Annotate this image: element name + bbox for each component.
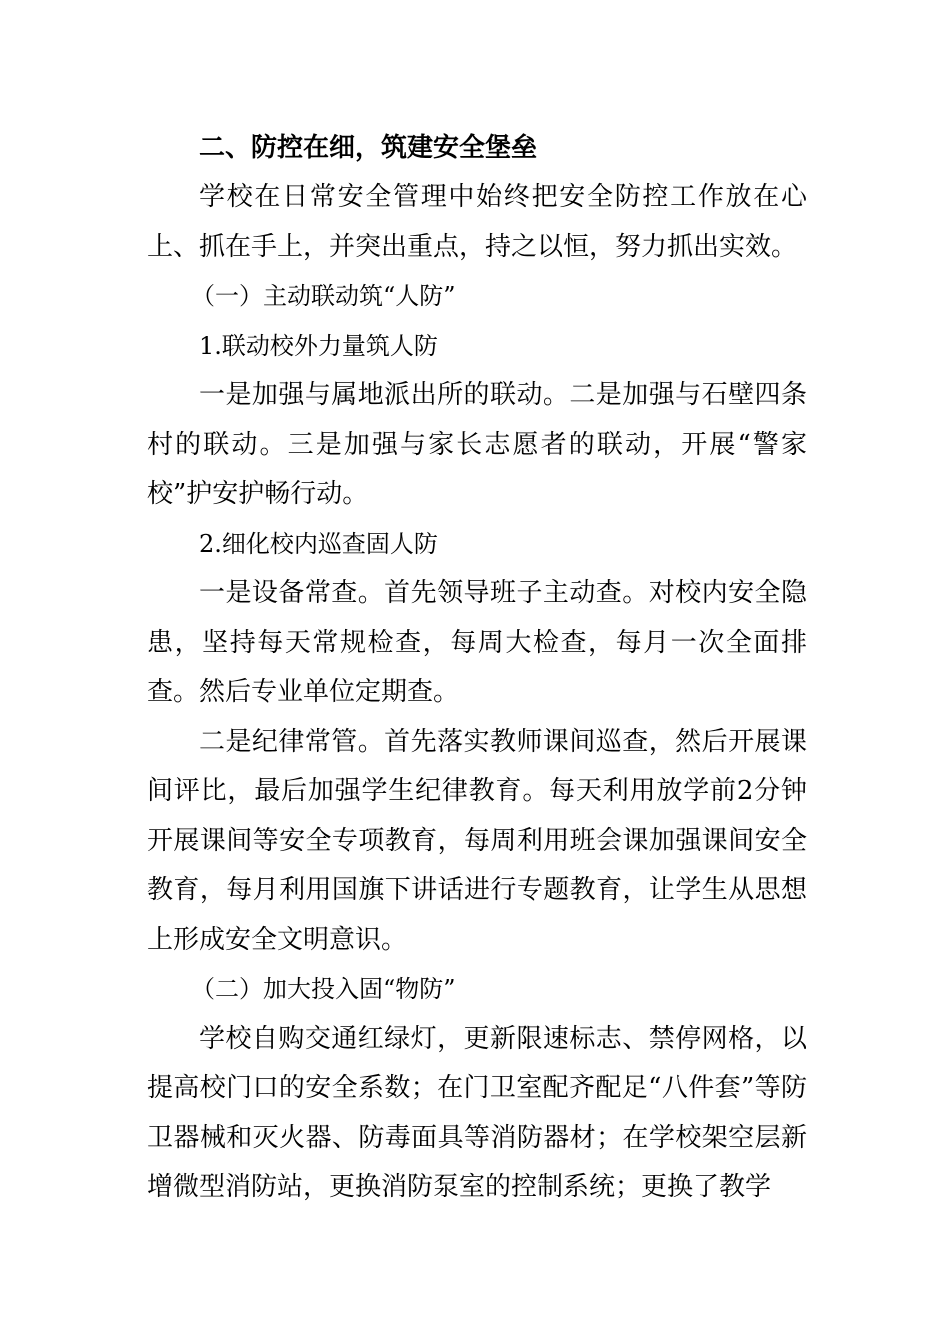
paragraph-1: 一是加强与属地派出所的联动。二是加强与石壁四条村的联动。三是加强与家长志愿者的联动，开展“警家校”护安护畅行动。	[147, 380, 807, 509]
subsection-heading-2: （二）加大投入固“物防”	[191, 975, 456, 1003]
document-body	[147, 124, 807, 1213]
paragraph-3: 二是纪律常管。首先落实教师课间巡查，然后开展课间评比，最后加强学生纪律教育。每天利用放学前2分钟开展课间等安全专项教育，每周利用班会课加强课间安全教育，每月利用国旗下讲话进行专题教育，让学生从思想上形成安全文明意识。	[147, 726, 807, 955]
paragraph-4: 学校自购交通红绿灯，更新限速标志、禁停网格，以提高校门口的安全系数；在门卫室配齐配足“八件套”等防卫器械和灭火器、防毒面具等消防器材；在学校架空层新增微型消防站，更换消防泵室的控制系统；更换了教学	[147, 1023, 807, 1202]
paragraph-intro: 学校在日常安全管理中始终把安全防控工作放在心上、抓在手上，并突出重点，持之以恒，努力抓出实效。	[147, 182, 807, 262]
paragraph-2: 一是设备常查。首先领导班子主动查。对校内安全隐患，坚持每天常规检查，每周大检查，每月一次全面排查。然后专业单位定期查。	[147, 578, 807, 707]
item-heading-2: 2.细化校内巡查固人防	[199, 529, 438, 558]
item-heading-1: 1.联动校外力量筑人防	[199, 331, 438, 360]
subsection-heading-1: （一）主动联动筑“人防”	[191, 282, 456, 310]
section-heading: 二、防控在细，筑建安全堡垒	[199, 133, 538, 163]
